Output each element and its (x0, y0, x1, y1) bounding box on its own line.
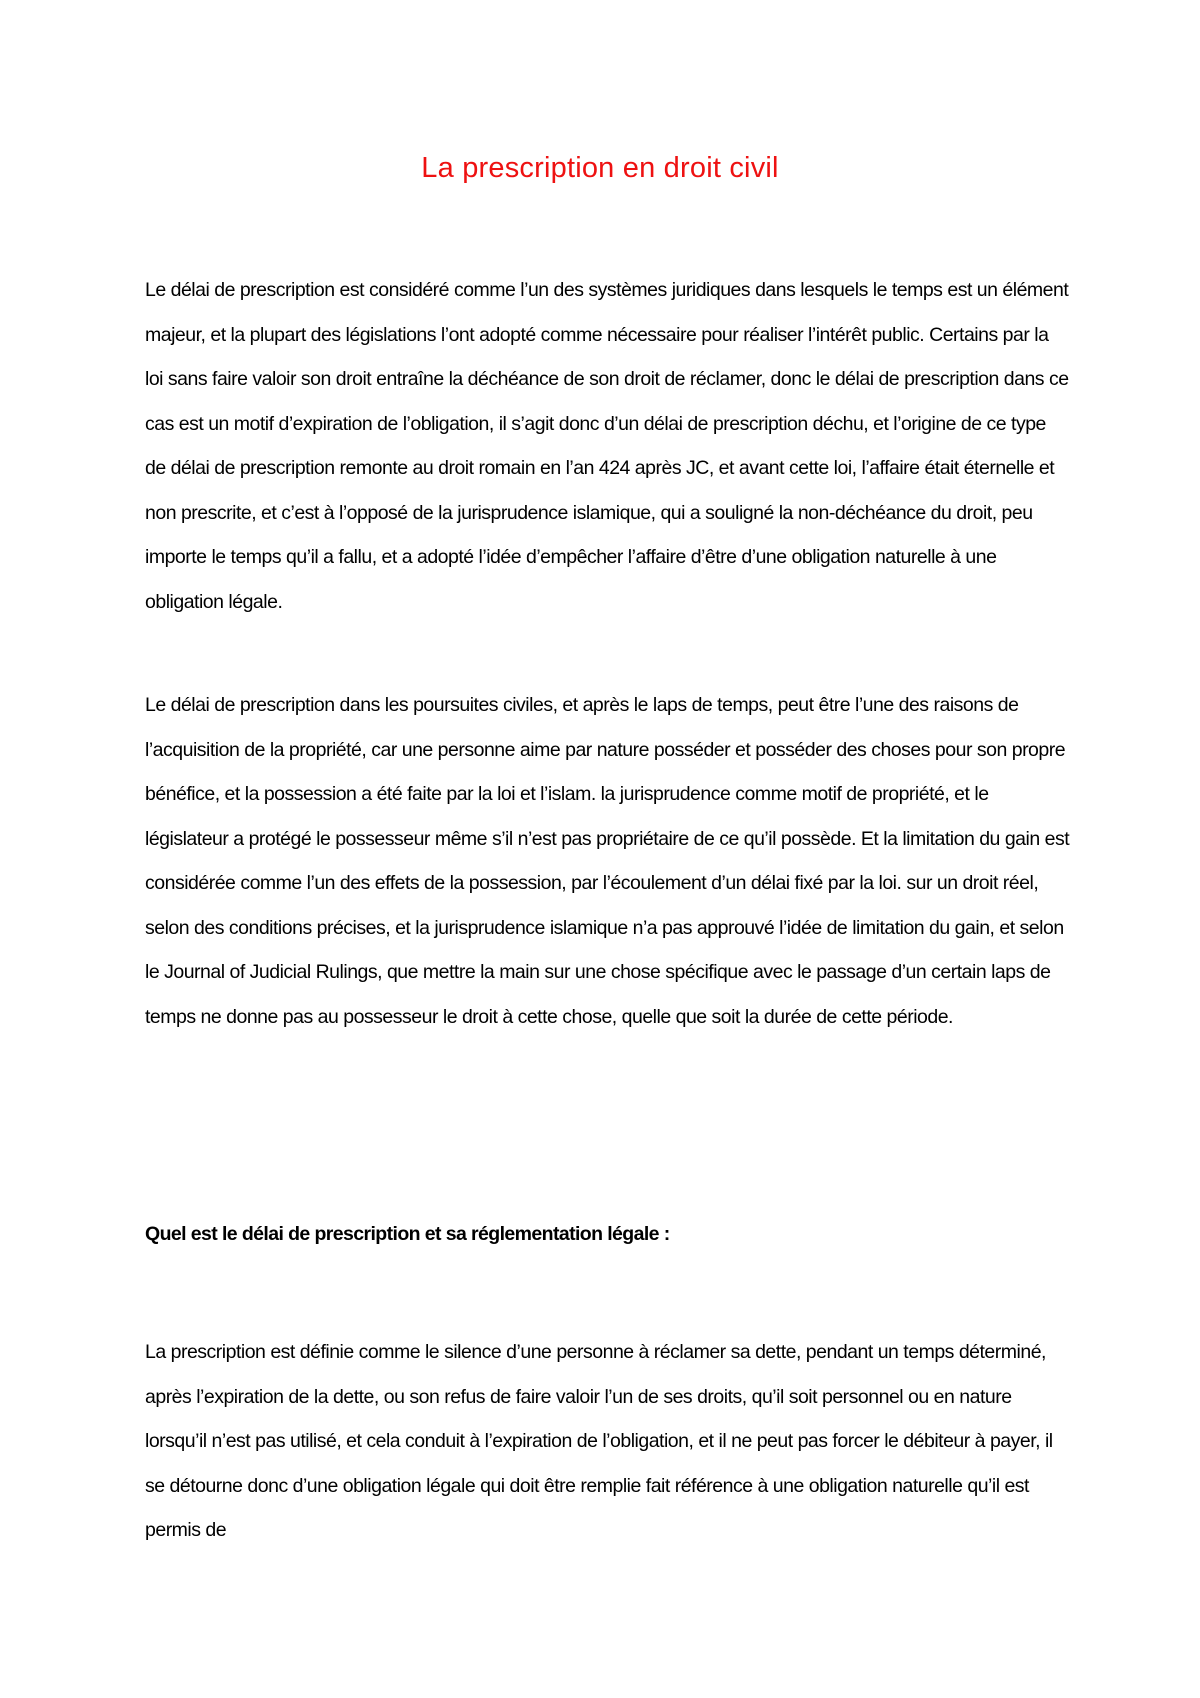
paragraph-2 (145, 683, 1070, 1039)
paragraph-1 (145, 268, 1070, 624)
paragraph-1-text: Le délai de prescription est considéré comme l’un des systèmes juridiques dans lesquels le temps est un élément majeur, et la plupart des législations l’ont adopté comme nécessaire pour réaliser l’intérêt public. Certains par la loi sans faire valoir son droit entraîne la déchéance de son droit de réclamer, donc le délai de prescription dans ce cas est un motif d’expiration de l’obligation, il s’agit donc d’un délai de prescription déchu, et l’origine de ce type de délai de prescription remonte au droit romain en l’an 424 après JC, et avant cette loi, l’affaire était éternelle et non prescrite, et c’est à l’opposé de la jurisprudence islamique, qui a souligné la non-déchéance du droit, peu importe le temps qu’il a fallu, et a adopté l’idée d’empêcher l’affaire d’être d’une obligation naturelle à une obligation légale. (145, 279, 1069, 613)
paragraph-3 (145, 1330, 1070, 1553)
paragraph-2-text: Le délai de prescription dans les poursuites civiles, et après le laps de temps, peut être l’une des raisons de l’acquisition de la propriété, car une personne aime par nature posséder et posséder des choses pour son propre bénéfice, et la possession a été faite par la loi et l’islam. la jurisprudence comme motif de propriété, et le législateur a protégé le possesseur même s’il n’est pas propriétaire de ce qu’il possède. Et la limitation du gain est considérée comme l’un des effets de la possession, par l’écoulement d’un délai fixé par la loi. sur un droit réel, selon des conditions précises, et la jurisprudence islamique n’a pas approuvé l’idée de limitation du gain, et selon le Journal of Judicial Rulings, que mettre la main sur une chose spécifique avec le passage d’un certain laps de temps ne donne pas au possesseur le droit à cette chose, quelle que soit la durée de cette période. (145, 694, 1070, 1028)
paragraph-3-text: La prescription est définie comme le silence d’une personne à réclamer sa dette, pendant un temps déterminé, après l’expiration de la dette, ou son refus de faire valoir l’un de ses droits, qu’il soit personnel ou en nature lorsqu’il n’est pas utilisé, et cela conduit à l’expiration de l’obligation, et il ne peut pas forcer le débiteur à payer, il se détourne donc d’une obligation légale qui doit être remplie fait référence à une obligation naturelle qu’il est permis de (145, 1341, 1053, 1541)
section-heading: Quel est le délai de prescription et sa réglementation légale : (145, 1223, 670, 1245)
document-title: La prescription en droit civil (421, 152, 779, 184)
